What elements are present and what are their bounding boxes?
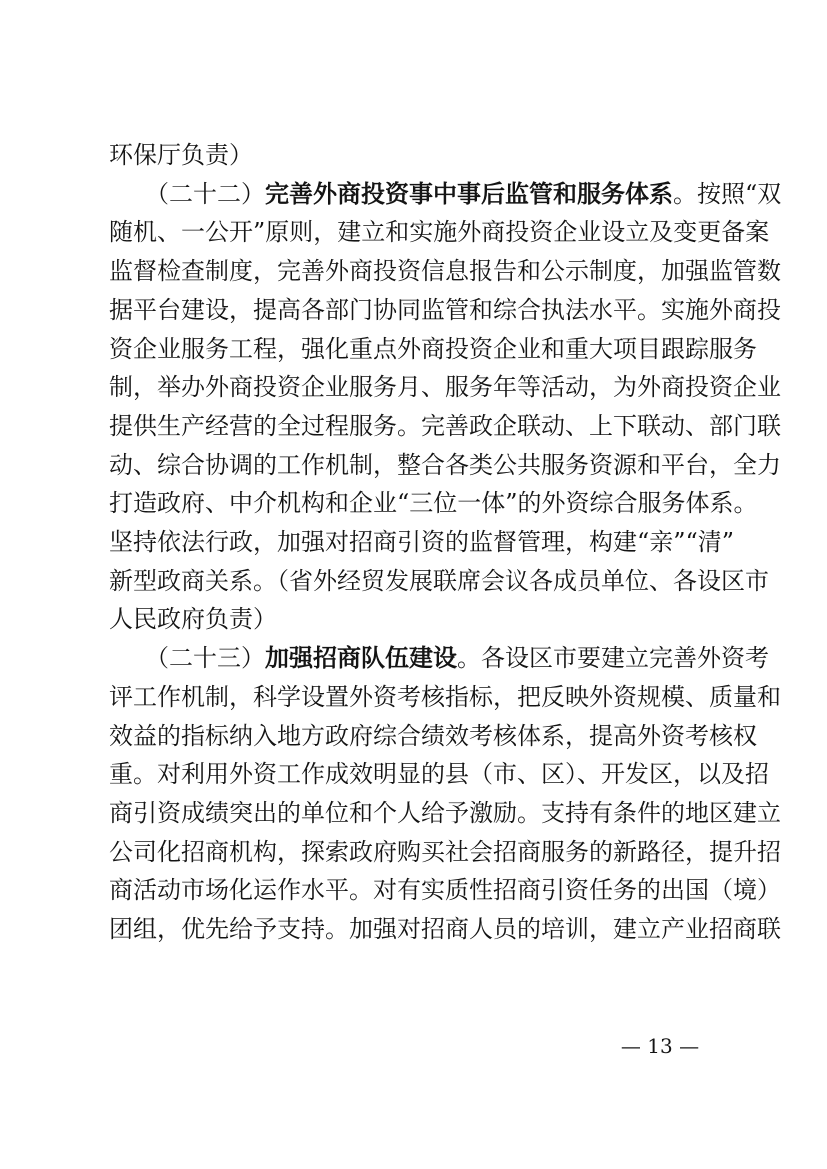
text-line xyxy=(109,717,757,755)
text-line xyxy=(109,639,769,677)
text-segment: 监督检查制度，完善外商投资信息报告和公示制度，加强监管数 xyxy=(109,257,781,286)
text-line xyxy=(109,213,770,251)
text-segment: 打造政府、中介机构和企业“三位一体”的外资综合服务体系。 xyxy=(109,489,758,518)
text-segment: 。各设区市要建立完善外资考 xyxy=(457,644,769,673)
bold-heading-text: 加强招商队伍建设 xyxy=(265,643,457,673)
text-line xyxy=(109,446,781,484)
text-segment: （二十二） xyxy=(109,179,265,208)
text-line xyxy=(109,523,735,561)
text-segment: 人民政府负责） xyxy=(109,605,277,634)
text-line xyxy=(109,136,721,174)
text-line xyxy=(109,794,781,832)
page-number: — 13 — xyxy=(620,1034,700,1058)
text-segment: 商引资成绩突出的单位和个人给予激励。支持有条件的地区建立 xyxy=(109,798,781,827)
text-segment: 动、综合协调的工作机制，整合各类公共服务资源和平台，全力 xyxy=(109,450,781,479)
text-line xyxy=(109,755,769,793)
text-line xyxy=(109,871,781,909)
text-segment: 团组，优先给予支持。加强对招商人员的培训，建立产业招商联 xyxy=(109,915,781,943)
text-segment: （二十三） xyxy=(109,644,265,673)
text-segment: 效益的指标纳入地方政府综合绩效考核体系，提高外资考核权 xyxy=(109,721,757,750)
text-segment: 新型政商关系。（省外经贸发展联席会议各成员单位、各设区市 xyxy=(109,566,769,595)
text-line xyxy=(109,407,781,445)
text-line xyxy=(109,252,781,290)
text-segment: 提供生产经营的全过程服务。完善政企联动、上下联动、部门联 xyxy=(109,411,781,440)
text-segment: 随机、一公开”原则，建立和实施外商投资企业设立及变更备案 xyxy=(109,218,770,247)
text-segment: 环保厅负责） xyxy=(109,141,253,169)
text-line xyxy=(109,484,758,522)
text-segment: 商活动市场化运作水平。对有实质性招商引资任务的出国（境） xyxy=(109,876,781,905)
text-line xyxy=(109,833,781,871)
text-segment: 制，举办外商投资企业服务月、服务年等活动，为外商投资企业 xyxy=(109,373,781,402)
text-segment: 公司化招商机构，探索政府购买社会招商服务的新路径，提升招 xyxy=(109,837,781,866)
text-line xyxy=(109,678,781,716)
text-line xyxy=(109,330,757,368)
text-segment: 重。对利用外资工作成效明显的县（市、区）、开发区，以及招 xyxy=(109,760,769,789)
text-segment: 坚持依法行政，加强对招商引资的监督管理，构建“亲”“清” xyxy=(109,528,735,556)
text-line xyxy=(109,910,781,948)
text-segment: 资企业服务工程，强化重点外商投资企业和重大项目跟踪服务 xyxy=(109,334,757,363)
bold-heading-text: 完善外商投资事中事后监管和服务体系 xyxy=(265,178,673,208)
text-line xyxy=(109,562,769,600)
text-line xyxy=(109,600,721,638)
text-line xyxy=(109,291,781,329)
text-line xyxy=(109,175,782,213)
text-segment: 评工作机制，科学设置外资考核指标，把反映外资规模、质量和 xyxy=(109,682,781,711)
text-line xyxy=(109,368,781,406)
text-segment: 据平台建设，提高各部门协同监管和综合执法水平。实施外商投 xyxy=(109,295,781,324)
text-segment: 。按照“双 xyxy=(673,179,782,208)
